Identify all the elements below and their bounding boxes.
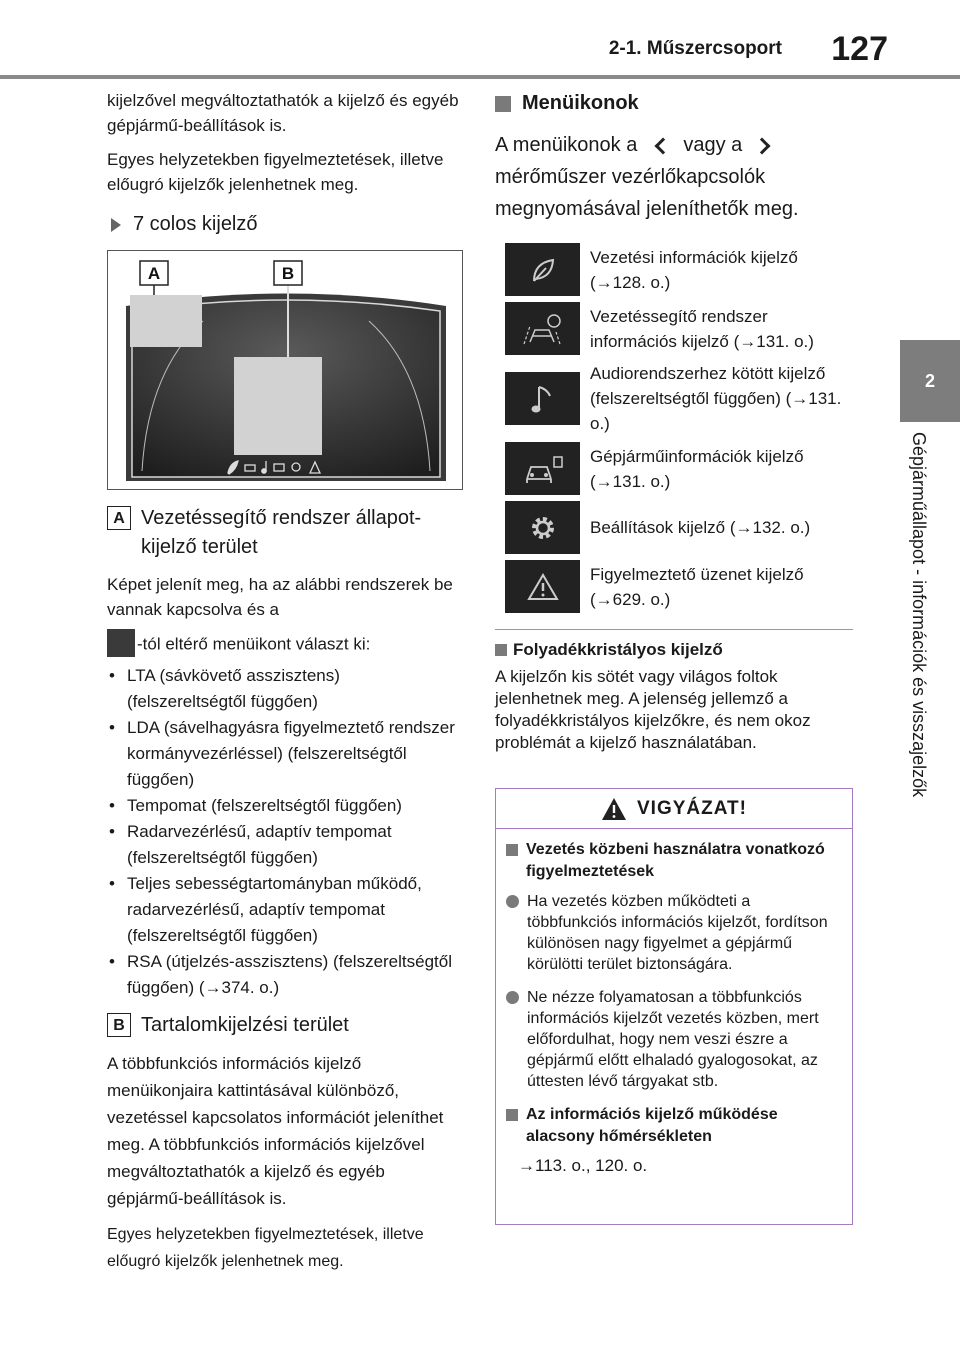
square-bullet-icon [506, 844, 518, 856]
b-paragraph-1: A többfunkciós információs kijelző menüikonjaira kattintásával különböző, vezetéssel kapcsolatos információt jeleníthet meg. A többfunkciós információs kijelzővel megváltoztathatók a kijelző és egyéb gépjármű-beállítások is. [107, 1054, 444, 1208]
caption-b-text: Tartalomkijelzési terület [141, 1014, 349, 1036]
b-paragraph-2: Egyes helyzetekben figyelmeztetések, illetve előugró kijelzők jelenhetnek meg. [107, 1226, 424, 1270]
warning-triangle-icon [601, 797, 627, 821]
list-item [505, 442, 855, 495]
menu-intro-part-3: mérőműszer vezérlőkapcsolók megnyomásával jeleníthetők meg. [495, 166, 799, 220]
list-item: • LTA (sávkövető asszisztens) (felszereltségtől függően) [107, 663, 462, 715]
area-b-box [234, 357, 322, 455]
menu-icon-list [505, 243, 855, 613]
caption-b [107, 1011, 462, 1040]
lcd-paragraph: A kijelzőn kis sötét vagy világos foltok jelenhetnek meg. A jelenség jellemző a folyadékkristályos kijelzőkre, és nem okoz problémát a kijelző használatában. [495, 667, 811, 752]
lcd-heading-text: Folyadékkristályos kijelző [513, 640, 723, 659]
chapter-title: Gépjárműállapot - információk és visszajelzők [909, 432, 929, 798]
menu-intro [495, 129, 855, 225]
round-bullet-icon [506, 895, 519, 908]
list-item: • Teljes sebességtartományban működő, radarvezérlésű, adaptív tempomat (felszereltségtől függően) [107, 871, 462, 949]
label-b-box: B [107, 1013, 131, 1037]
svg-text:A: A [147, 264, 161, 283]
section-title: 2-1. Műszercsoport [608, 38, 782, 59]
car-info-icon [505, 442, 580, 495]
menu-intro-part-2: vagy a [683, 134, 743, 156]
caption-a-text: Vezetéssegítő rendszer állapot-kijelző terület [141, 507, 422, 558]
list-item [505, 501, 855, 554]
gear-icon [505, 501, 580, 554]
chapter-tab [900, 340, 960, 422]
list-item [505, 361, 855, 436]
menu-item-text: Figyelmeztető üzenet kijelző (→629. o.) [590, 564, 804, 609]
menu-item-text: Audiorendszerhez kötött kijelző (felszereltségtől függően) (→131. o.) [590, 364, 842, 433]
a-paragraph-2-text: -tól eltérő menüikont választ ki: [137, 634, 371, 654]
cluster-figure [107, 250, 463, 490]
right-column [495, 88, 855, 754]
square-bullet-icon [506, 1109, 518, 1121]
cluster-illustration [108, 251, 464, 491]
list-item: • LDA (sávelhagyásra figyelmeztető rendszer kormányvezérléssel) (felszereltségtől függően) [107, 715, 462, 793]
caution-point-1-text: Ha vezetés közben működteti a többfunkciós információs kijelzőt, fordítson különösen nagy figyelmet a gépjármű körülötti terület biztonságára. [527, 893, 828, 973]
chapter-number: 2 [924, 370, 935, 391]
svg-text:B: B [281, 264, 295, 283]
list-item: • RSA (útjelzés-asszisztens) (felszereltségtől függően) (→374. o.) [107, 949, 462, 1001]
list-item: • Radarvezérlésű, adaptív tempomat (felszereltségtől függően) [107, 819, 462, 871]
menu-item-text: Gépjárműinformációk kijelző (→131. o.) [590, 446, 804, 491]
list-item [505, 560, 855, 613]
display-heading [107, 213, 462, 236]
menu-intro-part-1: A menüikonok a [495, 134, 638, 156]
section-divider [495, 629, 853, 630]
display-heading-text: 7 colos kijelző [133, 213, 258, 235]
caution-heading-1-text: Vezetés közbeni használatra vonatkozó figyelmeztetések [526, 841, 825, 880]
a-paragraph-2 [107, 631, 462, 659]
caution-point-1 [506, 891, 840, 975]
chevron-left-icon [655, 137, 672, 154]
square-bullet-icon [495, 96, 511, 112]
caution-heading-2-text: Az információs kijelző működése alacsony hőmérsékleten [526, 1106, 778, 1145]
left-column [107, 88, 462, 1284]
label-a-box: A [107, 506, 131, 530]
driver-assist-icon [505, 302, 580, 355]
systems-list [107, 663, 462, 1001]
list-item [505, 302, 855, 355]
caution-heading-2 [506, 1104, 840, 1148]
round-bullet-icon [506, 991, 519, 1004]
header-rule [0, 75, 960, 79]
caution-box [495, 788, 853, 1225]
square-bullet-icon [495, 644, 507, 656]
menu-heading-text: Menüikonok [522, 92, 639, 114]
intro-paragraph-1: kijelzővel megváltoztathatók a kijelző és egyéb gépjármű-beállítások is. [107, 91, 459, 135]
lcd-heading [495, 640, 855, 660]
menu-item-text: Beállítások kijelző (→132. o.) [590, 518, 811, 537]
caution-title: VIGYÁZAT! [637, 797, 747, 819]
warning-icon [505, 560, 580, 613]
page-number: 127 [831, 30, 888, 68]
caution-body [496, 829, 852, 1176]
caution-header [496, 789, 852, 829]
a-paragraph: Képet jelenít meg, ha az alábbi rendszerek be vannak kapcsolva és a [107, 575, 453, 619]
chevron-right-icon [754, 137, 771, 154]
caution-point-2 [506, 987, 840, 1092]
list-item [505, 243, 855, 296]
caution-heading-1 [506, 839, 840, 883]
caption-a [107, 504, 462, 562]
menu-heading [495, 92, 855, 115]
triangle-bullet-icon [111, 218, 121, 232]
list-item: • Tempomat (felszereltségtől függően) [107, 793, 462, 819]
caution-reference: →113. o., 120. o. [518, 1156, 648, 1175]
menu-item-text: Vezetéssegítő rendszer információs kijelző (→131. o.) [590, 306, 814, 351]
music-note-icon [505, 372, 580, 425]
intro-paragraph-2: Egyes helyzetekben figyelmeztetések, illetve előugró kijelzők jelenhetnek meg. [107, 150, 444, 194]
menu-item-text: Vezetési információk kijelző (→128. o.) [590, 247, 798, 292]
area-a-box [130, 295, 202, 347]
leaf-icon [505, 243, 580, 296]
driver-assist-icon [107, 629, 135, 657]
caution-point-2-text: Ne nézze folyamatosan a többfunkciós információs kijelzőt vezetés közben, mert előfordulhat, hogy nem veszi észre a gépjármű előtt elhaladó gyalogosokat, az úttesten lévő tárgyakat stb. [527, 989, 819, 1090]
